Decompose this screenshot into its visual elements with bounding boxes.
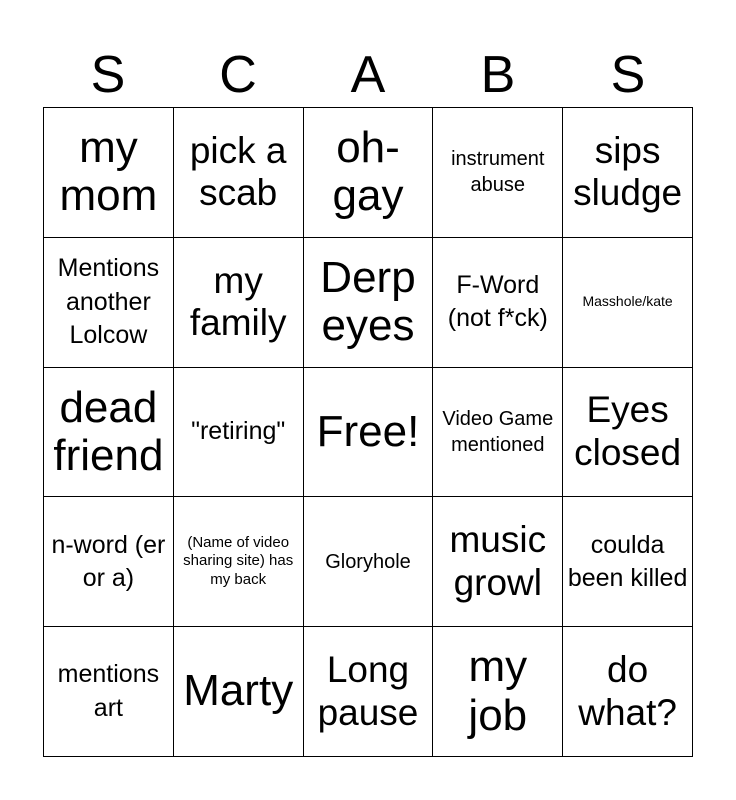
bingo-cell[interactable]: do what? bbox=[563, 627, 693, 757]
bingo-cell[interactable]: music growl bbox=[433, 497, 563, 627]
bingo-header bbox=[43, 44, 693, 106]
bingo-cell[interactable]: instrument abuse bbox=[433, 108, 563, 238]
bingo-cell[interactable]: sips sludge bbox=[563, 108, 693, 238]
bingo-cell[interactable]: Gloryhole bbox=[304, 497, 434, 627]
bingo-board bbox=[43, 107, 693, 757]
bingo-cell[interactable]: "retiring" bbox=[174, 368, 304, 498]
bingo-cell[interactable]: my mom bbox=[44, 108, 174, 238]
bingo-cell[interactable]: Video Game mentioned bbox=[433, 368, 563, 498]
bingo-cell[interactable]: coulda been killed bbox=[563, 497, 693, 627]
bingo-cell[interactable]: Derp eyes bbox=[304, 238, 434, 368]
bingo-cell[interactable]: oh-gay bbox=[304, 108, 434, 238]
bingo-cell[interactable]: my job bbox=[433, 627, 563, 757]
bingo-cell[interactable]: Marty bbox=[174, 627, 304, 757]
bingo-cell[interactable]: F-Word (not f*ck) bbox=[433, 238, 563, 368]
header-letter: A bbox=[350, 46, 386, 104]
bingo-cell[interactable]: Eyes closed bbox=[563, 368, 693, 498]
bingo-cell[interactable]: my family bbox=[174, 238, 304, 368]
bingo-cell[interactable]: Masshole/kate bbox=[563, 238, 693, 368]
bingo-cell[interactable]: (Name of video sharing site) has my back bbox=[174, 497, 304, 627]
header-letter: B bbox=[480, 46, 516, 104]
bingo-cell[interactable]: dead friend bbox=[44, 368, 174, 498]
header-letter: C bbox=[219, 46, 257, 104]
header-letter: S bbox=[90, 46, 126, 104]
bingo-cell[interactable]: Long pause bbox=[304, 627, 434, 757]
free-space-cell[interactable]: Free! bbox=[304, 368, 434, 498]
bingo-cell[interactable]: n-word (er or a) bbox=[44, 497, 174, 627]
bingo-cell[interactable]: pick a scab bbox=[174, 108, 304, 238]
header-letter: S bbox=[610, 46, 646, 104]
bingo-cell[interactable]: mentions art bbox=[44, 627, 174, 757]
bingo-cell[interactable]: Mentions another Lolcow bbox=[44, 238, 174, 368]
